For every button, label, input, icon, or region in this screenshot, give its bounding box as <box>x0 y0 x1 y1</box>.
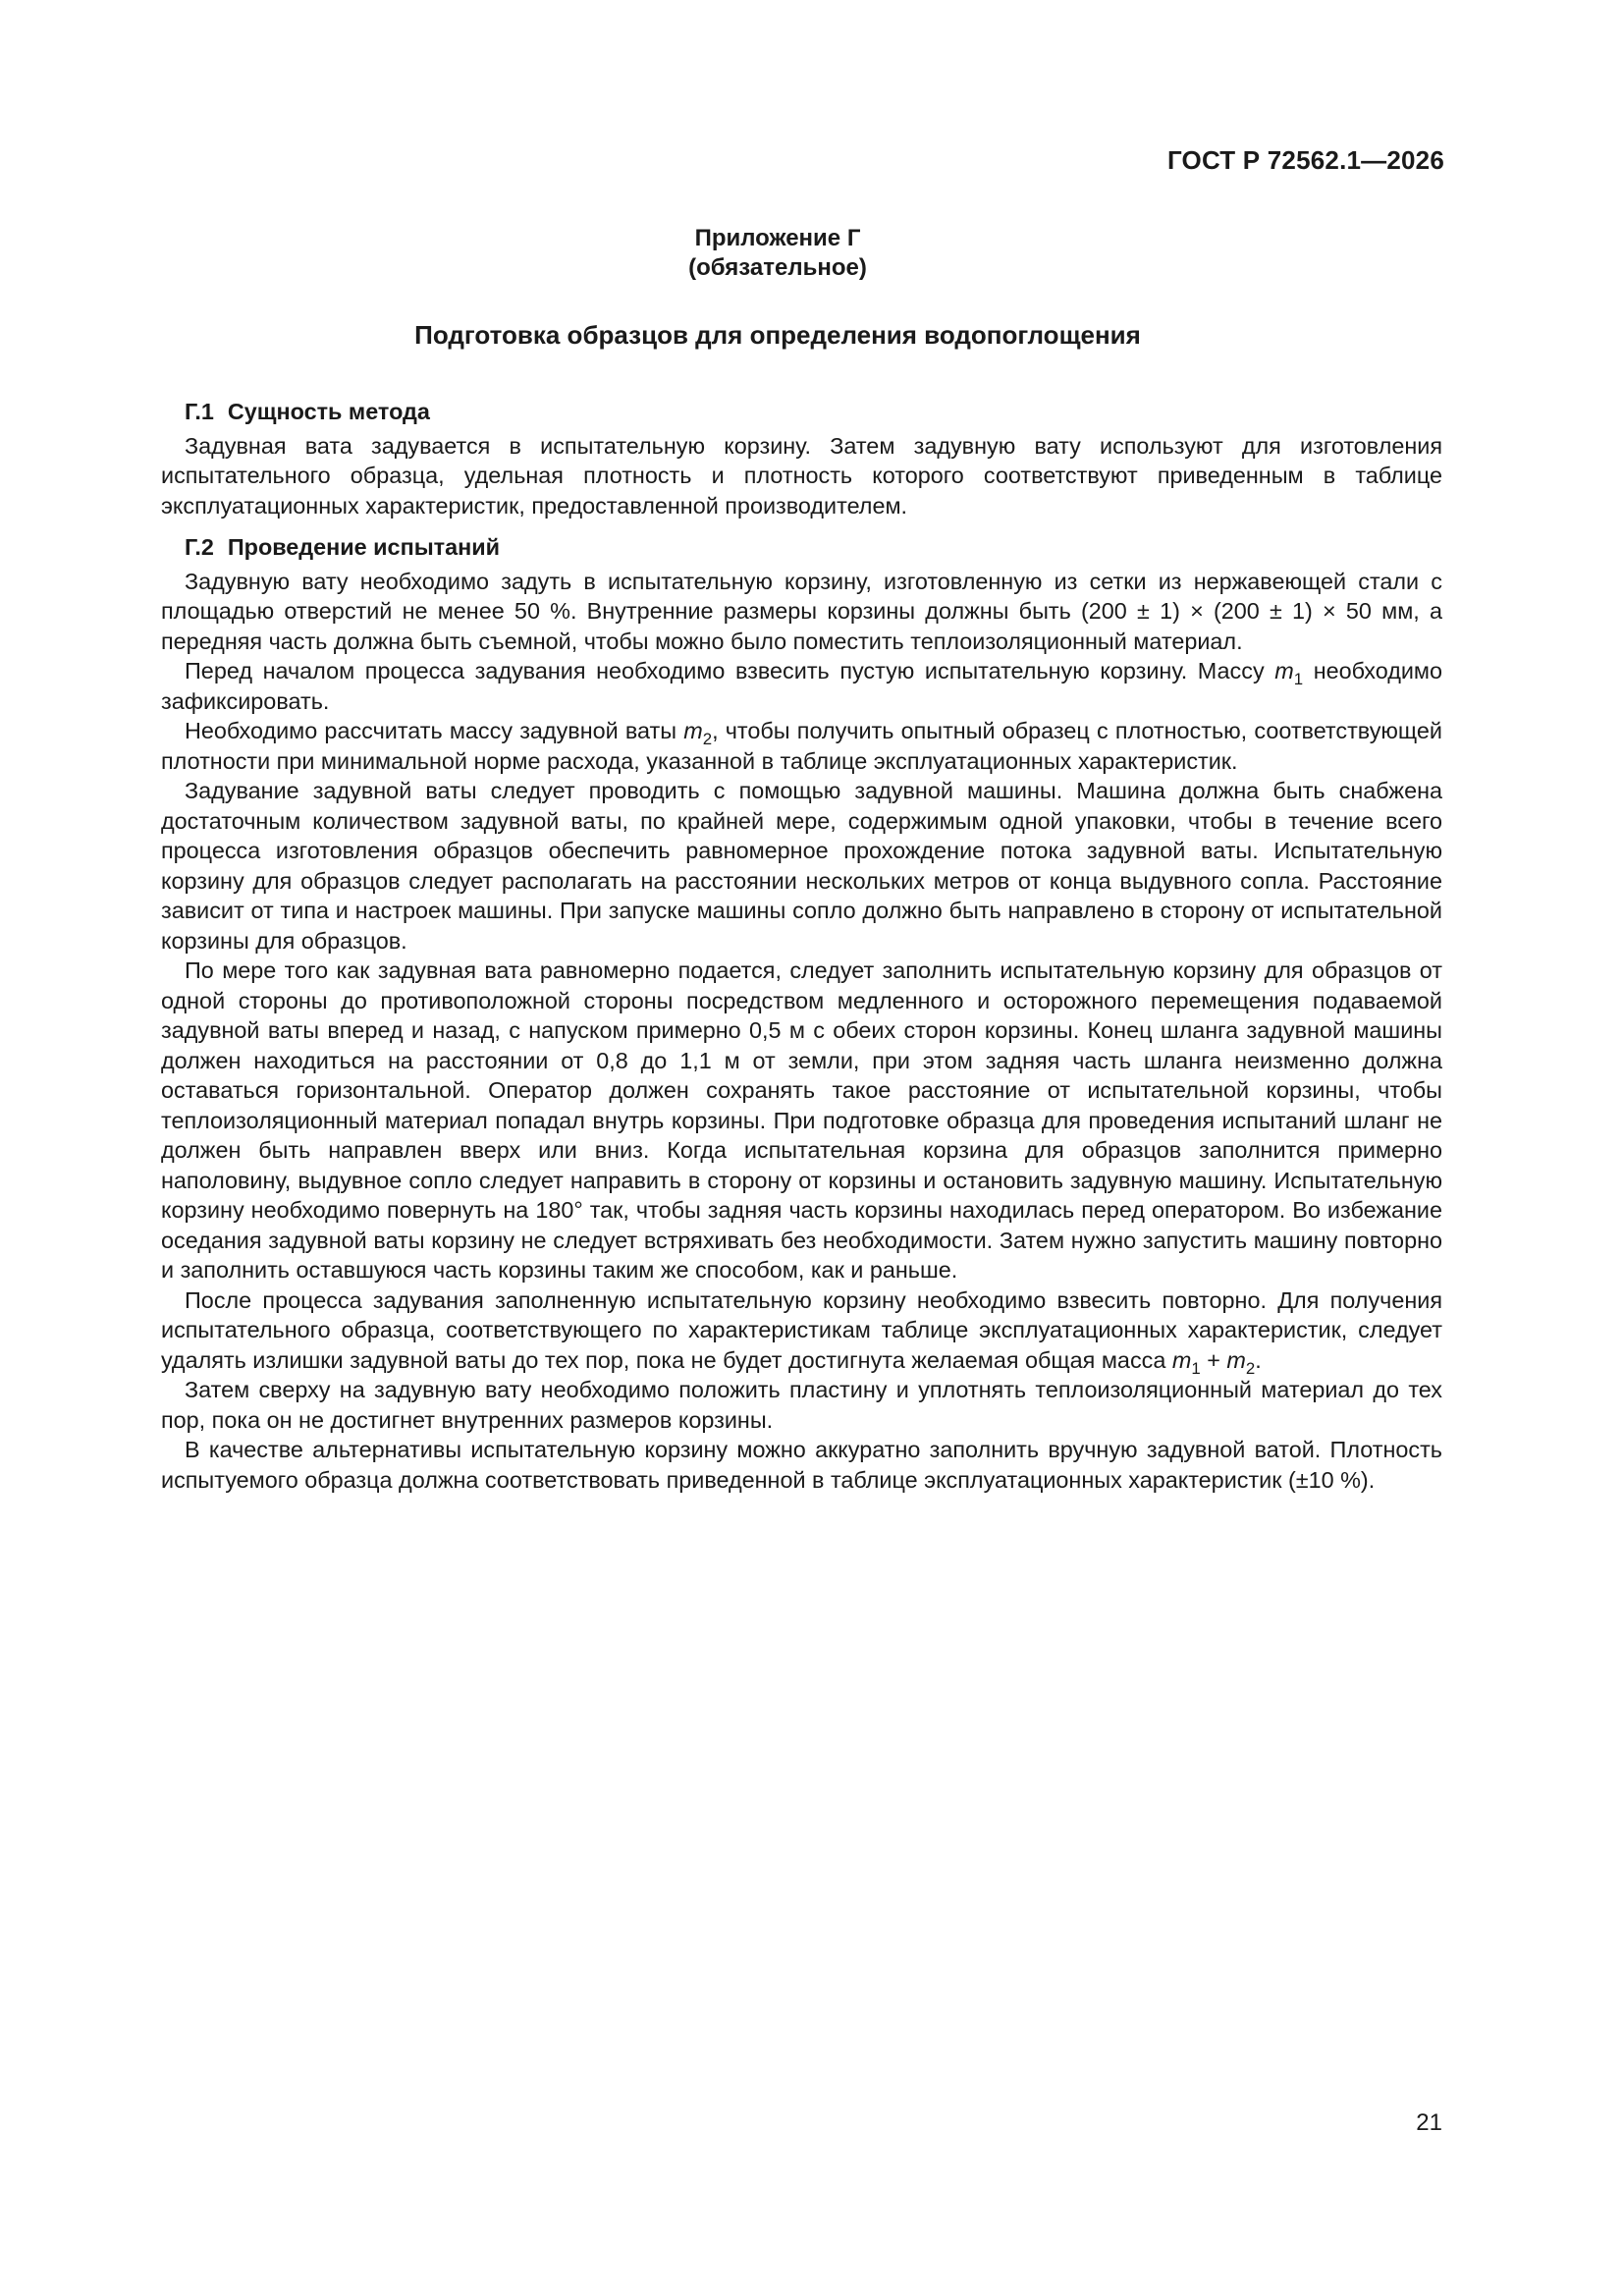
subscript: 2 <box>702 729 713 748</box>
paragraph: Затем сверху на задувную вату необходимо положить пластину и уплотнять теплоизоляционный материал до тех пор, пока он не достигнет внутренних размеров корзины. <box>161 1377 1442 1433</box>
text-run: + <box>1200 1346 1227 1373</box>
section-number: Г.2 <box>185 534 214 560</box>
paragraph: По мере того как задувная вата равномерно подается, следует заполнить испытательную корзину для образцов от одной стороны до противоположной стороны посредством медленного и осторожного перемещения подаваемой задувной ваты вперед и назад, с напуском примерно 0,5 м с обеих сторон корзины. Конец шланга задувной машины должен находиться на расстоянии от 0,8 до 1,1 м от земли, при этом задняя часть шланга неизменно должна оставаться горизонтальной. Оператор должен сохранять такое расстояние от испытательной корзины, чтобы теплоизоляционный материал попадал внутрь корзины. При подготовке образца для проведения испытаний шланг не должен быть направлен вверх или вниз. Когда испытательная корзина для образцов заполнится примерно наполовину, выдувное сопло следует направить в сторону от корзины и остановить задувную машину. Испытательную корзину необходимо повернуть на 180° так, чтобы задняя часть корзины находилась перед оператором. Во избежание оседания задувной ваты корзину не следует встряхивать без необходимости. Затем нужно запустить машину повторно и заполнить оставшуюся часть корзины таким же способом, как и раньше. <box>161 957 1442 1283</box>
section-title: Сущность метода <box>227 399 430 424</box>
section-heading-g2 <box>161 532 1442 563</box>
text-run: необходимо зафиксировать. <box>161 658 1443 714</box>
section-number: Г.1 <box>185 399 214 424</box>
symbol-m: m <box>1171 1346 1192 1373</box>
text-run: . <box>1255 1346 1262 1373</box>
section-heading-g1 <box>161 397 1442 427</box>
document-body <box>161 397 1442 1495</box>
subscript: 2 <box>1245 1358 1256 1378</box>
annex-label: Приложение Г <box>694 225 861 251</box>
text-run <box>1303 658 1314 683</box>
symbol-m: m <box>1226 1346 1246 1373</box>
paragraph-mass-m1 <box>161 656 1442 716</box>
subscript: 1 <box>1191 1358 1201 1378</box>
annex-heading <box>0 224 1555 283</box>
standard-code-header: ГОСТ Р 72562.1—2026 <box>1166 145 1444 175</box>
paragraph-total-mass <box>161 1285 1442 1376</box>
symbol-m: m <box>1274 658 1294 683</box>
annex-title: Подготовка образцов для определения водопоглощения <box>414 320 1141 350</box>
section-title: Проведение испытаний <box>227 534 501 560</box>
annex-status: (обязательное) <box>688 254 867 281</box>
paragraph: В качестве альтернативы испытательную корзину можно аккуратно заполнить вручную задувной ватой. Плотность испытуемого образца должна соответствовать приведенной в таблице эксплуатационных характеристик (±10 %). <box>161 1437 1442 1493</box>
text-run: Перед началом процесса задувания необходимо взвесить пустую испытательную корзину. Массу <box>185 658 1275 683</box>
paragraph: Задувание задувной ваты следует проводить с помощью задувной машины. Машина должна быть снабжена достаточным количеством задувной ваты, по крайней мере, содержимым одной упаковки, чтобы в течение всего процесса изготовления образцов обеспечить равномерное прохождение потока задувной ваты. Испытательную корзину для образцов следует располагать на расстоянии нескольких метров от конца выдувного сопла. Расстояние зависит от типа и настроек машины. При запуске машины сопло должно быть направлено в сторону от испытательной корзины для образцов. <box>161 778 1442 954</box>
text-run: После процесса задувания заполненную испытательную корзину необходимо взвесить повторно. Для получения испытательного образца, соответствующего по характеристикам таблице эксплуатационных характеристик, следует удалять излишки задувной ваты до тех пор, пока не будет достигнута желаемая общая масса <box>161 1286 1442 1373</box>
text-run: Необходимо рассчитать массу задувной ваты <box>185 718 684 743</box>
paragraph-mass-m2 <box>161 716 1442 776</box>
subscript: 1 <box>1293 669 1304 688</box>
text-run: , чтобы получить опытный образец с плотностью, соответствующей плотности при минимальной норме расхода, указанной в таблице эксплуатационных характеристик. <box>161 718 1442 774</box>
paragraph: Задувную вату необходимо задуть в испытательную корзину, изготовленную из сетки из нержавеющей стали с площадью отверстий не менее 50 %. Внутренние размеры корзины должны быть (200 ± 1) × (200 ± 1) × 50 мм, а передняя часть должна быть съемной, чтобы можно было поместить теплоизоляционный материал. <box>161 568 1442 654</box>
symbol-m: m <box>683 718 703 743</box>
page-number: 21 <box>1416 2109 1442 2136</box>
paragraph: Задувная вата задувается в испытательную корзину. Затем задувную вату используют для изготовления испытательного образца, удельная плотность и плотность которого соответствуют приведенным в таблице эксплуатационных характеристик, предоставленной производителем. <box>161 432 1442 519</box>
